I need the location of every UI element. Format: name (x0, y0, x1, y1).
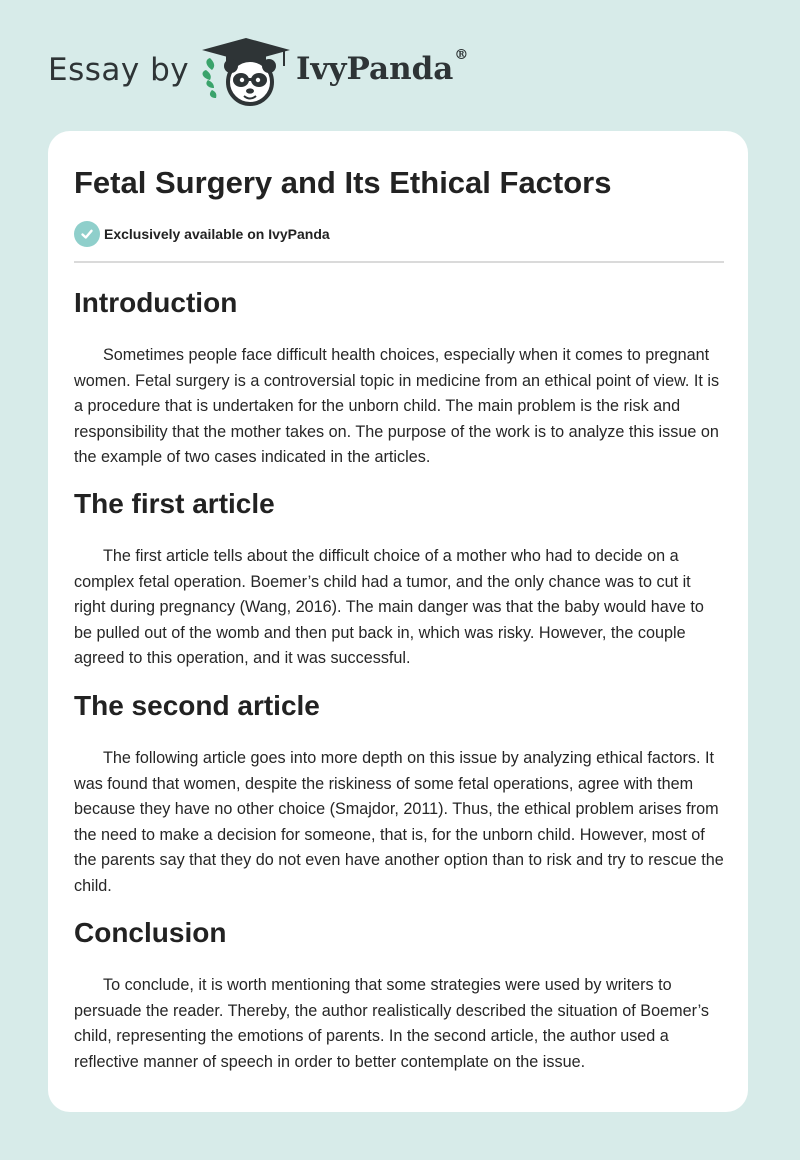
registered-mark: ® (454, 47, 469, 63)
section-text-first-article: The first article tells about the difficult choice of a mother who had to decide on a complex fetal operation. Boemer’s child had a tumor, and the only chance was to cut it right during pregnancy (Wang, 2016). The main danger was that the baby would have to be pulled out of the womb and then put back in, which was risky. However, the couple agreed to this operation, and it was successful. (74, 547, 704, 667)
page-title: Fetal Surgery and Its Ethical Factors (74, 165, 612, 200)
section-text-introduction: Sometimes people face difficult health choices, especially when it comes to pregnant women. Fetal surgery is a controversial topic in medicine from an ethical point of view. It is a procedure that is undertaken for the unborn child. The main problem is the risk and responsibility that the mother takes on. The purpose of the work is to analyze this issue on the example of two cases indicated in the articles. (74, 346, 720, 466)
site-header (0, 0, 800, 130)
check-icon (74, 221, 100, 247)
essay-card (48, 131, 748, 1112)
section-text-second-article: The following article goes into more depth on this issue by analyzing ethical factors. It was found that women, despite the riskiness of some fetal operations, agree with them because they have no other choice (Smajdor, 2011). Thus, the ethical problem arises from the need to make a decision for someone, that is, for the unborn child. However, most of the parents say that they do not even have another option than to risk and try to rescue the child. (74, 749, 724, 895)
section-heading-conclusion: Conclusion (74, 917, 227, 948)
brand-name[interactable] (296, 47, 469, 87)
exclusive-badge (74, 221, 330, 247)
essay-by-label: Essay by (48, 52, 190, 88)
exclusive-label: Exclusively available on IvyPanda (104, 226, 330, 242)
panda-logo-icon[interactable] (198, 36, 294, 108)
section-heading-second-article: The second article (74, 690, 320, 721)
title-divider (74, 261, 724, 263)
section-heading-introduction: Introduction (74, 287, 238, 318)
brand-text: IvyPanda (296, 51, 454, 87)
section-text-conclusion: To conclude, it is worth mentioning that some strategies were used by writers to persuade the reader. Thereby, the author realistically described the situation of Boemer’s child, representing the emotions of parents. In the second article, the author used a reflective manner of speech in order to better contemplate on the issue. (74, 976, 709, 1071)
section-heading-first-article: The first article (74, 488, 275, 519)
